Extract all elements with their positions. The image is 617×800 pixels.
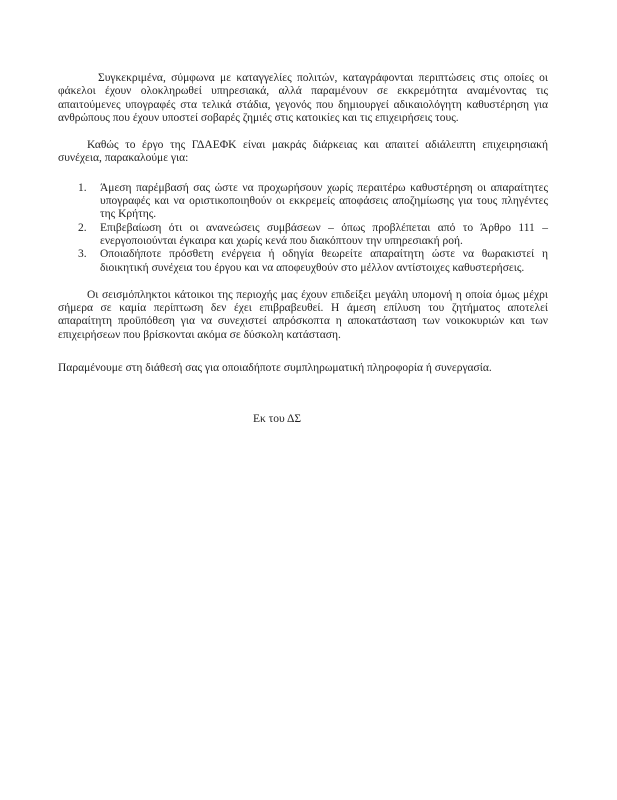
paragraph-availability: Παραμένουμε στη διάθεσή σας για οποιαδήποτε συμπληρωματική πληροφορία ή συνεργασία.	[58, 362, 492, 375]
list-item	[78, 222, 548, 249]
list-item-number: 3.	[78, 248, 87, 261]
numbered-list	[58, 182, 548, 275]
list-item	[78, 182, 548, 222]
list-item-text: Οποιαδήποτε πρόσθετη ενέργεια ή οδηγία θεωρείτε απαραίτητη ώστε να θωρακιστεί η διοικητική συνέχεια του έργου και να αποφευχθούν στο μέλλον αντίστοιχες καθυστερήσεις.	[100, 248, 548, 274]
signature-block	[32, 413, 522, 426]
list-item-text: Άμεση παρέμβασή σας ώστε να προχωρήσουν χωρίς περαιτέρω καθυστέρηση οι απαραίτητες υπογραφές και να οριστικοποιηθούν οι εκκρεμείς αποφάσεις αποζημίωσης για τους πληγέντες της Κρήτης.	[100, 181, 548, 221]
list-item	[78, 248, 548, 275]
paragraph-request-intro: Καθώς το έργο της ΓΔΑΕΦΚ είναι μακράς διάρκειας και απαιτεί αδιάλειπτη επιχειρησιακή συνέχεια, παρακαλούμε για:	[58, 139, 548, 165]
list-item-text: Επιβεβαίωση ότι οι ανανεώσεις συμβάσεων – όπως προβλέπεται από το Άρθρο 111 – ενεργοποιούνται έγκαιρα και χωρίς κενά που διακόπτουν την υπηρεσιακή ροή.	[100, 221, 548, 247]
signature-text: Εκ του ΔΣ	[252, 413, 302, 426]
list-item-number: 1.	[78, 181, 87, 194]
list-item-number: 2.	[78, 221, 87, 234]
paragraph-residents-patience: Οι σεισμόπληκτοι κάτοικοι της περιοχής μας έχουν επιδείξει μεγάλη υπομονή η οποία όμως μέχρι σήμερα σε καμία περίπτωση δεν έχει επιβραβευθεί. Η άμεση επίλυση του ζητήματος αποτελεί απαραίτητη προϋπόθεση για να συνεχιστεί απρόσκοπτα η αποκατάσταση των νοικοκυριών και των επιχειρήσεων που βρίσκονται ακόμα σε δύσκολη κατάσταση.	[58, 288, 548, 341]
paragraph-complaints: Συγκεκριμένα, σύμφωνα με καταγγελίες πολιτών, καταγράφονται περιπτώσεις στις οποίες οι φάκελοι έχουν ολοκληρωθεί υπηρεσιακά, αλλά παραμένουν σε εκκρεμότητα αναμένοντας τις απαιτούμενες υπογραφές στα τελικά στάδια, γεγονός που δημιουργεί αδικαιολόγητη καθυστέρηση για ανθρώπους που έχουν υποστεί σοβαρές ζημιές στις κατοικίες και τις επιχειρήσεις τους.	[58, 72, 548, 124]
